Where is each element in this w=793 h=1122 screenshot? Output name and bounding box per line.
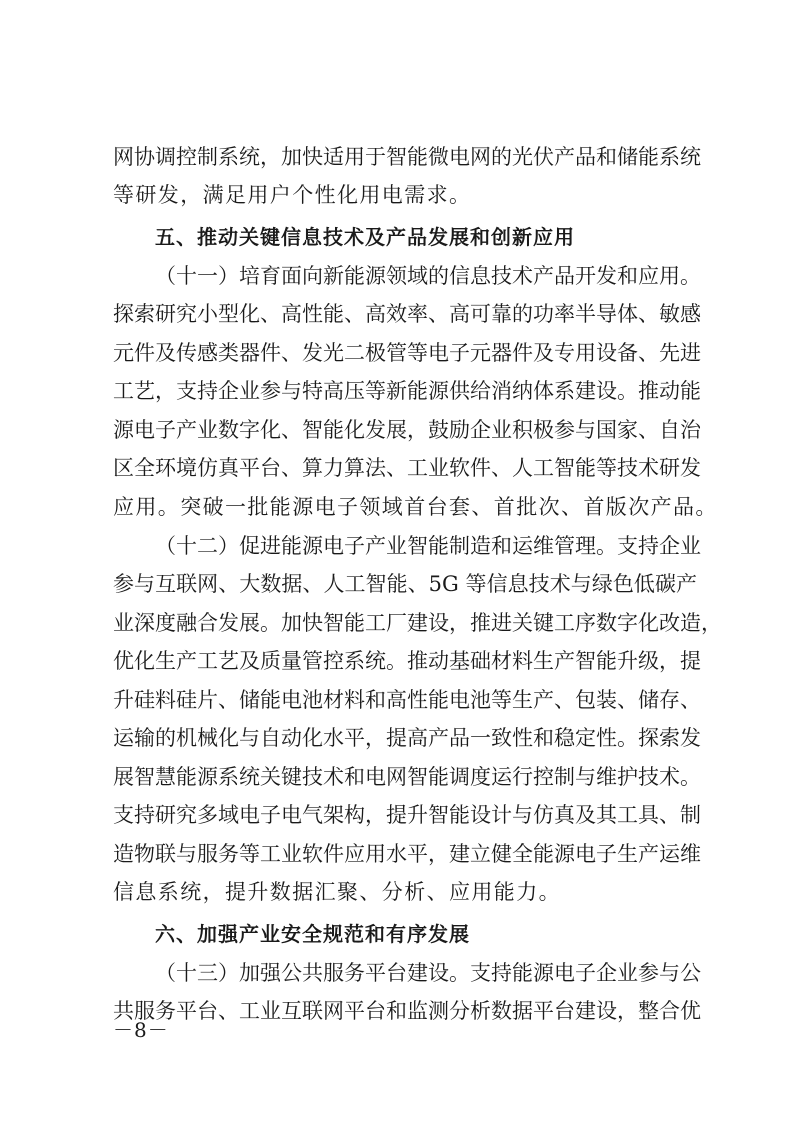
body-text-line: （十二）促进能源电子产业智能制造和运维管理。支持企业 — [155, 534, 701, 558]
body-text-line: 参与互联网、大数据、人工智能、5G 等信息技术与绿色低碳产 — [113, 572, 697, 596]
body-text-line: 区全环境仿真平台、算力算法、工业软件、人工智能等技术研发 — [113, 456, 701, 480]
body-text-line: 信息系统，提升数据汇聚、分析、应用能力。 — [113, 880, 561, 904]
body-text-line: 业深度融合发展。加快智能工厂建设，推进关键工序数字化改造， — [113, 611, 722, 635]
body-text-line: 优化生产工艺及质量管控系统。推动基础材料生产智能升级，提 — [113, 649, 701, 673]
body-text-line: 等研发，满足用户个性化用电需求。 — [113, 183, 472, 207]
body-text-line: 共服务平台、工业互联网平台和监测分析数据平台建设，整合优 — [113, 999, 701, 1023]
body-text-line: 源电子产业数字化、智能化发展，鼓励企业积极参与国家、自治 — [113, 418, 701, 442]
body-text-line: 造物联与服务等工业软件应用水平，建立健全能源电子生产运维 — [113, 842, 701, 866]
body-text-line: 支持研究多域电子电气架构，提升智能设计与仿真及其工具、制 — [113, 803, 701, 827]
body-text-line: （十一）培育面向新能源领域的信息技术产品开发和应用。 — [155, 264, 701, 288]
page-number: －8－ — [113, 1018, 169, 1042]
body-text-line: 应用。突破一批能源电子领域首台套、首批次、首版次产品。 — [113, 495, 718, 519]
body-text-line: （十三）加强公共服务平台建设。支持能源电子企业参与公 — [155, 961, 701, 985]
body-text-line: 升硅料硅片、储能电池材料和高性能电池等生产、包装、储存、 — [113, 688, 701, 712]
body-text-line: 探索研究小型化、高性能、高效率、高可靠的功率半导体、敏感 — [113, 302, 701, 326]
body-text-line: 工艺，支持企业参与特高压等新能源供给消纳体系建设。推动能 — [113, 379, 701, 403]
body-text-line: 展智慧能源系统关键技术和电网智能调度运行控制与维护技术。 — [113, 765, 701, 789]
body-text-line: 元件及传感类器件、发光二极管等电子元器件及专用设备、先进 — [113, 341, 701, 365]
section-heading: 五、推动关键信息技术及产品发展和创新应用 — [155, 225, 575, 249]
body-text-line: 运输的机械化与自动化水平，提高产品一致性和稳定性。探索发 — [113, 726, 701, 750]
body-text-line: 网协调控制系统，加快适用于智能微电网的光伏产品和储能系统 — [113, 145, 701, 169]
section-heading: 六、加强产业安全规范和有序发展 — [155, 922, 470, 946]
